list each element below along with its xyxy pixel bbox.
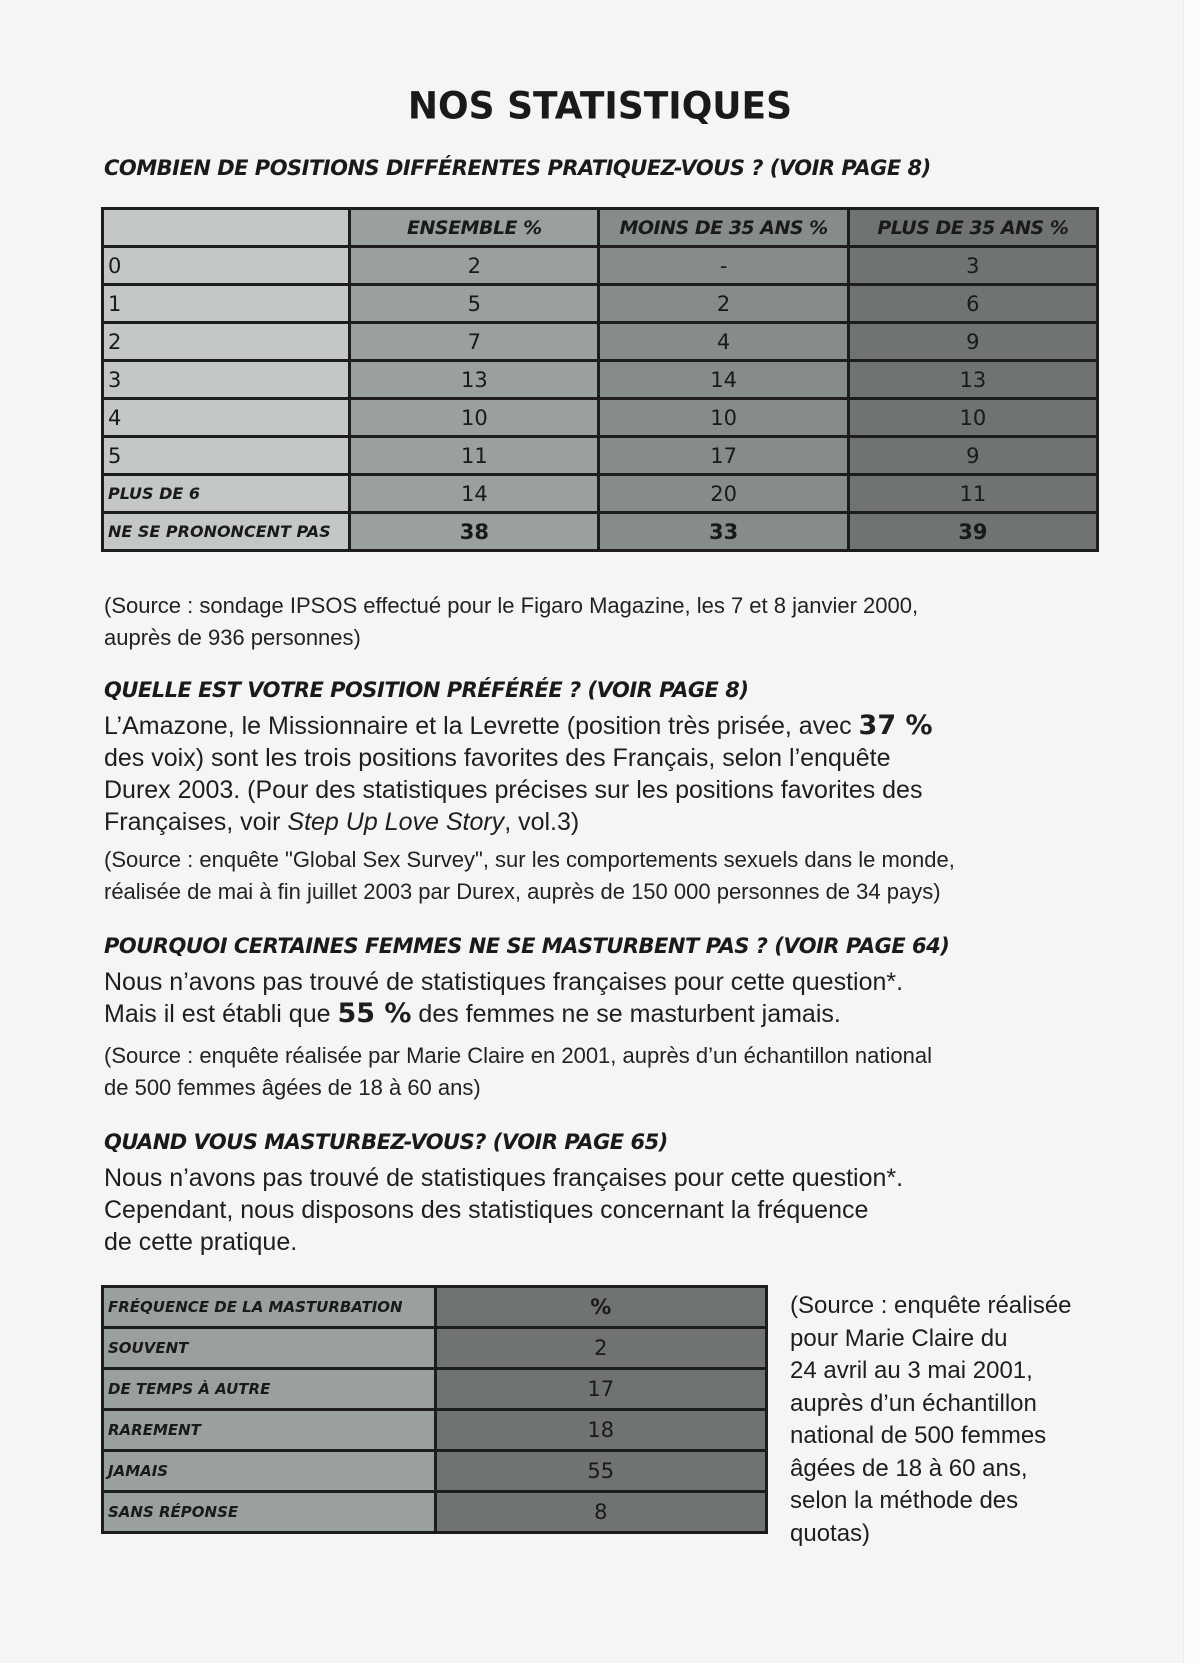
para-line: Nous n’avons pas trouvé de statistiques françaises pour cette question*. <box>104 968 904 996</box>
table-row <box>103 1369 767 1410</box>
page-edge <box>1183 0 1200 1663</box>
table-cell: 18 <box>435 1410 767 1451</box>
row-label: SANS RÉPONSE <box>103 1492 436 1533</box>
text-run: Mais il est établi que <box>104 1000 338 1028</box>
table-cell: 9 <box>848 323 1097 361</box>
table-cell: 55 <box>435 1451 767 1492</box>
highlight-percent: 55 % <box>337 998 412 1029</box>
frequency-table <box>101 1285 768 1534</box>
header-cell: PLUS DE 35 ANS % <box>848 209 1097 247</box>
section-heading-positions-count: COMBIEN DE POSITIONS DIFFÉRENTES PRATIQUEZ-VOUS ? (VOIR PAGE 8) <box>104 156 931 180</box>
table-row <box>103 513 1098 551</box>
source-line: selon la méthode des <box>790 1487 1019 1514</box>
para-line <box>104 710 933 742</box>
row-label: 0 <box>103 247 350 285</box>
table-cell: 10 <box>350 399 599 437</box>
para-line: Durex 2003. (Pour des statistiques précises sur les positions favorites des <box>104 776 923 804</box>
table-header-row <box>103 209 1098 247</box>
para-line <box>104 998 903 1030</box>
table-header-row <box>103 1287 767 1328</box>
source-line: pour Marie Claire du <box>790 1324 1008 1352</box>
table-row <box>103 1492 767 1533</box>
row-label: NE SE PRONONCENT PAS <box>103 513 350 551</box>
source-note-durex <box>104 844 955 908</box>
row-label: 3 <box>103 361 350 399</box>
book-title: Step Up Love Story <box>287 808 505 836</box>
section-heading-why-not: POURQUOI CERTAINES FEMMES NE SE MASTURBENT PAS ? (VOIR PAGE 64) <box>104 934 950 958</box>
para-line: de cette pratique. <box>104 1228 298 1256</box>
source-line: quotas) <box>790 1519 871 1547</box>
source-line: réalisée de mai à fin juillet 2003 par Durex, auprès de 150 000 personnes de 34 pays) <box>104 879 941 904</box>
table-row <box>103 361 1098 399</box>
source-line: national de 500 femmes <box>790 1422 1047 1449</box>
section-heading-when: QUAND VOUS MASTURBEZ-VOUS? (VOIR PAGE 65) <box>104 1130 668 1154</box>
para-line: Cependant, nous disposons des statistiques concernant la fréquence <box>104 1196 869 1224</box>
text-run: L’Amazone, le Missionnaire et la Levrette (position très prisée, avec <box>104 712 859 740</box>
table-cell: 2 <box>435 1328 767 1369</box>
table-cell: 33 <box>599 513 848 551</box>
source-line: (Source : enquête réalisée par Marie Claire en 2001, auprès d’un échantillon national <box>104 1043 932 1068</box>
positions-count-table <box>101 207 1099 552</box>
table-cell: 7 <box>350 323 599 361</box>
table-cell: 11 <box>848 475 1097 513</box>
table-cell: 2 <box>350 247 599 285</box>
para-line: Nous n’avons pas trouvé de statistiques françaises pour cette question*. <box>104 1164 904 1192</box>
header-cell: FRÉQUENCE DE LA MASTURBATION <box>103 1287 436 1328</box>
paragraph-why-not <box>104 966 903 1030</box>
page-title: NOS STATISTIQUES <box>407 84 793 129</box>
table-row <box>103 247 1098 285</box>
row-label: SOUVENT <box>103 1328 436 1369</box>
table-row <box>103 437 1098 475</box>
source-line: (Source : enquête réalisée <box>790 1292 1072 1319</box>
table-cell: 14 <box>599 361 848 399</box>
section-heading-preferred-position: QUELLE EST VOTRE POSITION PRÉFÉRÉE ? (VOIR PAGE 8) <box>104 678 749 702</box>
paragraph-preferred-position <box>104 710 933 838</box>
source-note-marie-claire <box>104 1040 932 1104</box>
highlight-percent: 37 % <box>858 710 933 741</box>
source-line: âgées de 18 à 60 ans, <box>790 1454 1028 1482</box>
paragraph-when <box>104 1162 903 1258</box>
table-row <box>103 285 1098 323</box>
table-row <box>103 1410 767 1451</box>
table-cell: 13 <box>350 361 599 399</box>
table-cell: 38 <box>350 513 599 551</box>
row-label: PLUS DE 6 <box>103 475 350 513</box>
source-note-frequency <box>790 1290 1090 1550</box>
row-label: 1 <box>103 285 350 323</box>
source-line: auprès de 936 personnes) <box>104 625 361 650</box>
table-cell: 3 <box>848 247 1097 285</box>
header-cell: MOINS DE 35 ANS % <box>599 209 848 247</box>
table-cell: 17 <box>599 437 848 475</box>
table-cell: 20 <box>599 475 848 513</box>
para-line <box>104 806 933 838</box>
source-line: de 500 femmes âgées de 18 à 60 ans) <box>104 1075 481 1100</box>
header-cell: ENSEMBLE % <box>350 209 599 247</box>
row-label: 4 <box>103 399 350 437</box>
table-row <box>103 1451 767 1492</box>
para-line: des voix) sont les trois positions favorites des Français, selon l’enquête <box>104 744 891 772</box>
header-cell: % <box>435 1287 767 1328</box>
row-label: RAREMENT <box>103 1410 436 1451</box>
table-cell: 14 <box>350 475 599 513</box>
source-line: (Source : enquête "Global Sex Survey", sur les comportements sexuels dans le monde, <box>104 847 955 872</box>
table-row <box>103 323 1098 361</box>
table-row <box>103 475 1098 513</box>
header-cell <box>103 209 350 247</box>
table-cell: 10 <box>848 399 1097 437</box>
table-cell: 8 <box>435 1492 767 1533</box>
text-run: des femmes ne se masturbent jamais. <box>411 1000 841 1028</box>
row-label: JAMAIS <box>103 1451 436 1492</box>
table-cell: 13 <box>848 361 1097 399</box>
table-cell: 11 <box>350 437 599 475</box>
source-line: (Source : sondage IPSOS effectué pour le Figaro Magazine, les 7 et 8 janvier 2000, <box>104 593 919 618</box>
row-label: 5 <box>103 437 350 475</box>
row-label: DE TEMPS À AUTRE <box>103 1369 436 1410</box>
text-run: , vol.3) <box>504 808 580 836</box>
table-cell: 10 <box>599 399 848 437</box>
table-cell: 9 <box>848 437 1097 475</box>
row-label: 2 <box>103 323 350 361</box>
table-cell: 17 <box>435 1369 767 1410</box>
table-cell: - <box>599 247 848 285</box>
table-cell: 4 <box>599 323 848 361</box>
source-line: auprès d’un échantillon <box>790 1389 1037 1417</box>
text-run: Françaises, voir <box>104 808 288 836</box>
table-cell: 2 <box>599 285 848 323</box>
table-cell: 6 <box>848 285 1097 323</box>
table-row <box>103 1328 767 1369</box>
source-line: 24 avril au 3 mai 2001, <box>790 1357 1033 1384</box>
table-cell: 5 <box>350 285 599 323</box>
table-cell: 39 <box>848 513 1097 551</box>
source-note-ipsos <box>104 590 918 654</box>
table-row <box>103 399 1098 437</box>
